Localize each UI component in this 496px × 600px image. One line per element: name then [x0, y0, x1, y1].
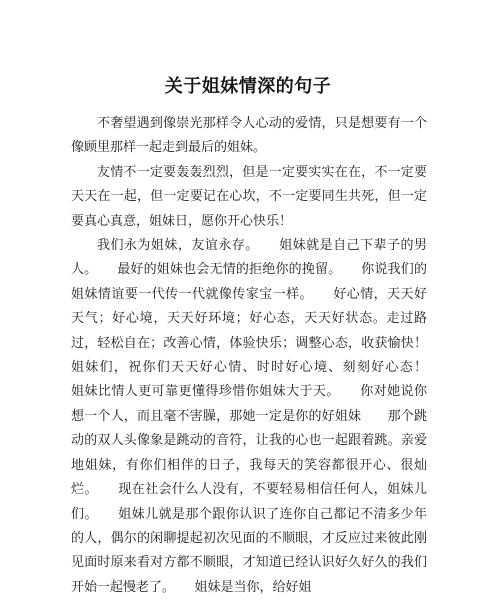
paragraph: 友情不一定要轰轰烈烈，但是一定要实实在在，不一定要天天在一起，但一定要记在心坎，不一定要同生共死，但一定要真心真意，姐妹日，愿你开心快乐！	[71, 164, 427, 229]
paragraph: 不奢望遇到像崇光那样令人心动的爱情，只是想要有一个像顾里那样一起走到最后的姐妹。	[71, 116, 427, 156]
article-body	[71, 112, 454, 600]
paragraph: 我们永为姐妹，友谊永存。 姐妹就是自己下辈子的男人。 最好的姐妹也会无情的拒绝你的挽留。 你说我们的姐妹情谊要一代传一代就像传家宝一样。 好心情，天天好天气；好心境，天天好环境；好心态，天天好状态。走过路过，轻松自在；改善心情，体验快乐；调整心态，收获愉快！姐妹们，祝你们天天好心情、时时好心境、刻刻好心态！ 姐妹比情人更可靠更懂得珍惜你姐妹大于天。 你对她说你想一个人，而且毫不害臊，那她一定是你的好姐妹 那个跳动的双人头像象是跳动的音符，让我的心也一起跟着跳。亲爱地姐妹，有你们相伴的日子，我每天的笑容都很开心、很灿烂。 现在社会什么人没有，不要轻易相信任何人，姐妹儿们。 姐妹儿就是那个跟你认识了连你自己都记不清多少年的人，偶尔的闲聊提起初次见面的不顺眼，才反应过来彼此刚见面时原来看对方都不顺眼，才知道已经认识好久好久的我们开始一起慢老了。 姐妹是当你，给好姐	[71, 238, 454, 595]
page-title: 关于姐妹情深的句子	[164, 76, 332, 97]
